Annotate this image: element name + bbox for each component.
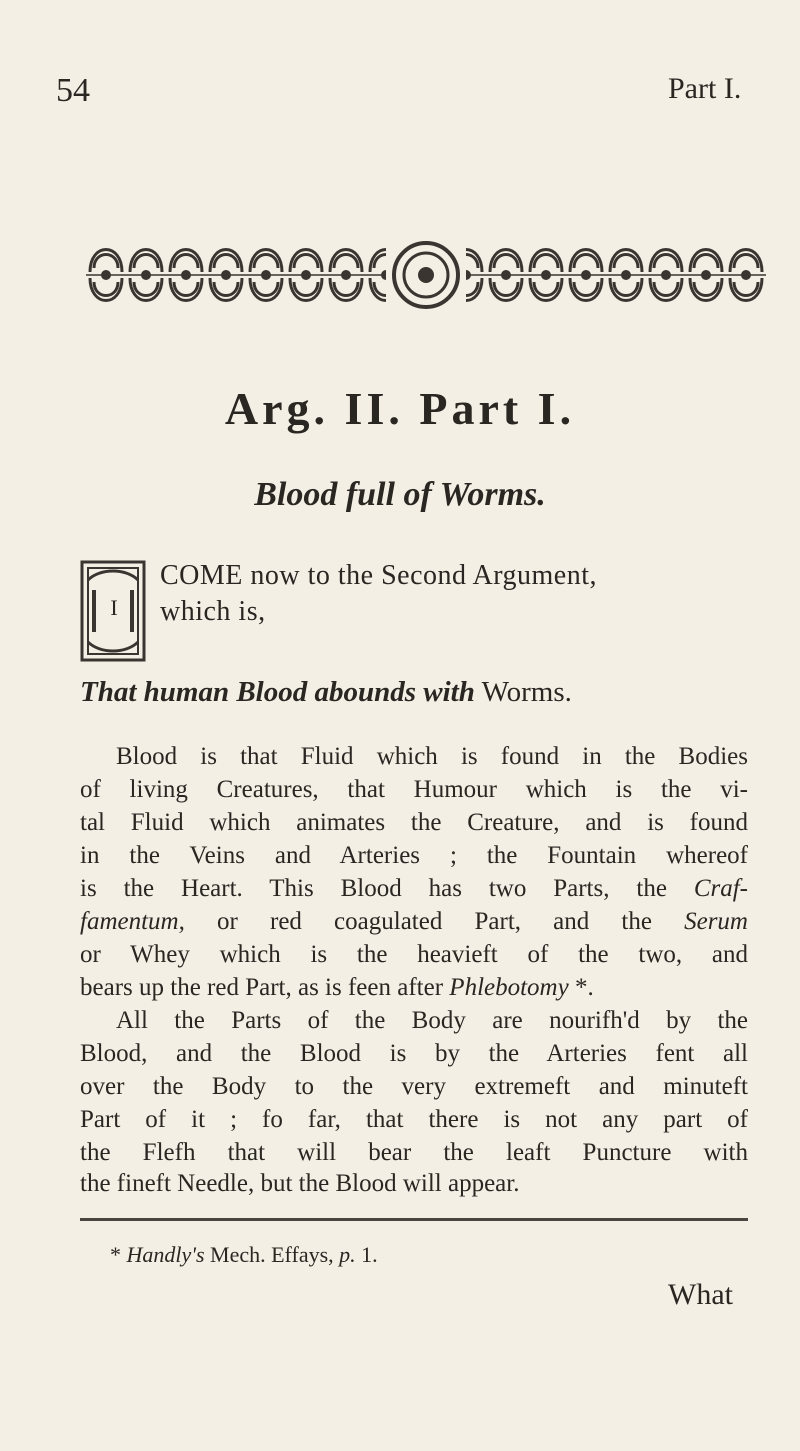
body-line: Blood, and the Blood is by the Arteries fent all [80,1040,748,1067]
footnote-marker: * [110,1242,121,1267]
body-line [80,974,748,1002]
footnote-author: Handly's [126,1242,205,1267]
running-head: Part I. [668,72,742,105]
body-line: the Flefh that will bear the leaft Puncture with [80,1139,748,1166]
body-italic: Serum [684,908,748,935]
body-line: Part of it ; fo far, that there is not any part of [80,1106,748,1133]
catchword: What [668,1278,733,1311]
body-line: the fineft Needle, but the Blood will appear. [80,1170,520,1197]
body-line: of living Creatures, that Humour which is the vi- [80,776,748,803]
body-italic: Phlebotomy [449,974,569,1001]
footnote-page-label: p. [339,1242,356,1267]
page-number: 54 [56,72,90,109]
footnote-page: 1. [355,1242,378,1267]
body-line: tal Fluid which animates the Creature, and is found [80,809,748,836]
section-heading: Arg. II. Part I. [224,383,576,434]
body-line [80,908,748,936]
thesis-roman: Worms. [474,676,572,708]
section-subheading: Blood full of Worms. [254,476,546,513]
intro-line: which is, [160,596,266,627]
body-line: or Whey which is the heavieft of the two, and [80,941,748,968]
thesis-italic: That human Blood abounds with [80,676,475,708]
footnote-rule [80,1218,748,1221]
body-text: bears up the red Part, as is feen after [80,974,450,1001]
footnote-text: Mech. Effays, [204,1242,340,1267]
intro-line: COME now to the Second Argument, [160,560,598,591]
body-italic: Craf- [693,875,749,902]
footnote [110,1242,378,1268]
body-line [80,875,748,903]
body-text: is the Heart. This Blood has two Parts, the [80,875,667,902]
body-italic: famentum, [80,908,185,935]
body-line: over the Body to the very extremeft and minuteft [80,1073,748,1100]
body-line: Blood is that Fluid which is found in the Bodies [116,743,748,770]
body-line: in the Veins and Arteries ; the Fountain whereof [80,842,748,869]
decorative-headpiece [86,232,766,318]
thesis-statement [80,676,572,709]
drop-cap-letter: I [104,596,124,620]
drop-cap [80,560,146,662]
footnote-reference: *. [568,974,594,1001]
body-text: or red coagulated Part, and the [184,908,685,935]
body-line: All the Parts of the Body are nourifh'd by the [116,1007,748,1034]
